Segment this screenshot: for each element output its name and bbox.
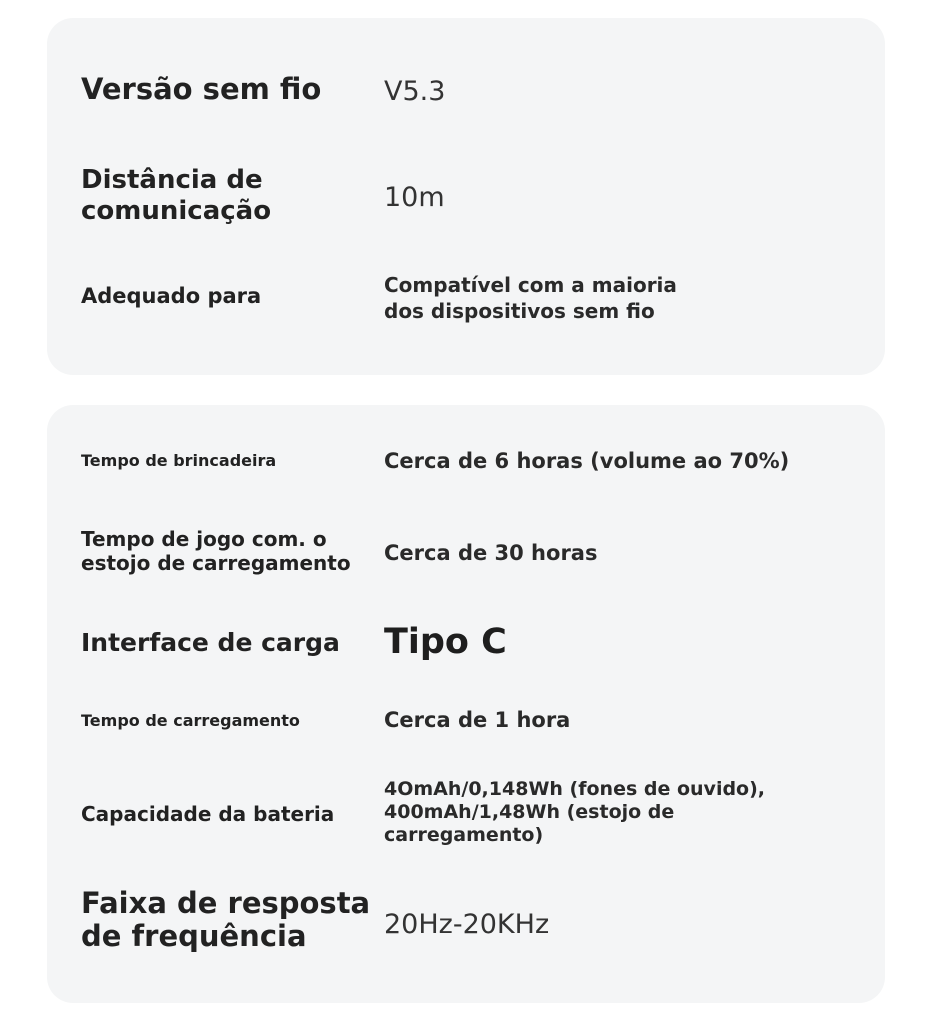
spec-label-play-time-with-case [81, 527, 366, 575]
spec-label-wireless-version: Versão sem fio [81, 72, 322, 106]
spec-label-suitable-for: Adequado para [81, 284, 262, 308]
spec-value-play-time: Cerca de 6 horas (volume ao 70%) [384, 449, 790, 473]
spec-value-communication-distance: 10m [384, 182, 445, 213]
spec-value-charging-time: Cerca de 1 hora [384, 708, 571, 732]
spec-value-wireless-version: V5.3 [384, 76, 446, 107]
spec-label-communication-distance-text: Distância de comunicação [81, 165, 272, 226]
spec-label-charging-interface: Interface de carga [81, 628, 340, 657]
spec-value-frequency-response: 20Hz-20KHz [384, 909, 550, 940]
spec-label-play-time: Tempo de brincadeira [81, 451, 277, 470]
spec-label-frequency-response-text: Faixa de resposta de frequência [81, 886, 371, 954]
spec-value-charging-interface: Tipo C [384, 622, 507, 662]
battery-specs-card [47, 405, 885, 1003]
spec-value-battery-capacity: 4OmAh/0,148Wh (fones de ouvido), 400mAh/1,48Wh (estojo de carregamento) [384, 778, 766, 847]
wireless-specs-card [47, 18, 885, 375]
spec-value-play-time-with-case: Cerca de 30 horas [384, 541, 598, 565]
spec-label-frequency-response [81, 887, 371, 954]
spec-value-suitable-for: Compatível com a maioria dos dispositivos sem fio [384, 273, 677, 323]
spec-label-communication-distance [81, 165, 301, 226]
spec-label-battery-capacity: Capacidade da bateria [81, 802, 335, 826]
spec-label-charging-time: Tempo de carregamento [81, 711, 300, 730]
spec-label-play-time-with-case-text: Tempo de jogo com. o estojo de carregamento [81, 527, 351, 575]
